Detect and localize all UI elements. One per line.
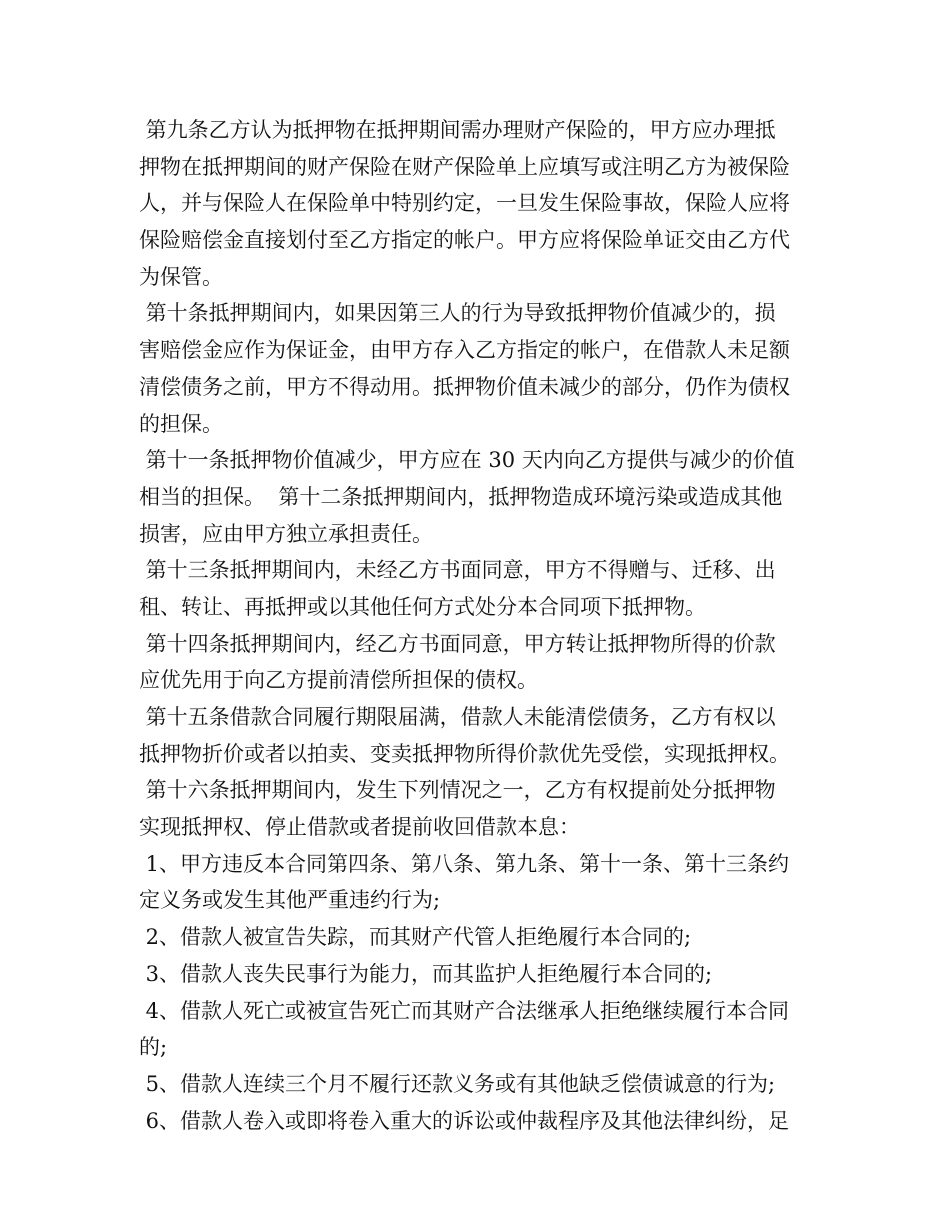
text-line: 第九条乙方认为抵押物在抵押期间需办理财产保险的，甲方应办理抵	[139, 118, 776, 142]
text-line: 定义务或发生其他严重违约行为;	[139, 888, 441, 913]
text-line: 害赔偿金应作为保证金，由甲方存入乙方指定的帐户，在借款人未足额	[139, 338, 790, 363]
text-line: 第十四条抵押期间内，经乙方书面同意，甲方转让抵押物所得的价款	[139, 631, 776, 656]
text-line: 6、借款人卷入或即将卷入重大的诉讼或仲裁程序及其他法律纠纷，足	[139, 1108, 790, 1133]
text-line: 应优先用于向乙方提前清偿所担保的债权。	[139, 668, 538, 693]
text-line: 相当的担保。 第十二条抵押期间内，抵押物造成环境污染或造成其他	[139, 484, 783, 509]
text-line: 人，并与保险人在保险单中特别约定，一旦发生保险事故，保险人应将	[139, 191, 790, 216]
text-line: 抵押物折价或者以拍卖、变卖抵押物所得价款优先受偿，实现抵押权。	[139, 741, 790, 766]
text-line: 第十条抵押期间内，如果因第三人的行为导致抵押物价值减少的，损	[139, 301, 776, 326]
text-line: 第十一条抵押物价值减少，甲方应在 30 天内向乙方提供与减少的价值	[139, 448, 795, 473]
document-body	[139, 112, 819, 1139]
text-line: 5、借款人连续三个月不履行还款义务或有其他缺乏偿债诚意的行为;	[139, 1071, 776, 1096]
text-line: 保险赔偿金直接划付至乙方指定的帐户。甲方应将保险单证交由乙方代	[139, 228, 790, 253]
text-line: 清偿债务之前，甲方不得动用。抵押物价值未减少的部分，仍作为债权	[139, 374, 790, 399]
text-line: 4、借款人死亡或被宣告死亡而其财产合法继承人拒绝继续履行本合同	[139, 998, 790, 1023]
text-line: 实现抵押权、停止借款或者提前收回借款本息：	[139, 815, 580, 840]
text-line: 的;	[139, 1035, 168, 1060]
text-line: 租、转让、再抵押或以其他任何方式处分本合同项下抵押物。	[139, 594, 706, 619]
text-line: 第十五条借款合同履行期限届满，借款人未能清偿债务，乙方有权以	[139, 705, 776, 729]
text-line: 损害，应由甲方独立承担责任。	[139, 521, 433, 546]
text-line: 第十三条抵押期间内，未经乙方书面同意，甲方不得赠与、迁移、出	[139, 558, 776, 583]
text-line: 1、甲方违反本合同第四条、第八条、第九条、第十一条、第十三条约	[139, 851, 790, 876]
text-line: 为保管。	[139, 264, 223, 289]
text-line: 第十六条抵押期间内，发生下列情况之一，乙方有权提前处分抵押物	[139, 778, 776, 803]
text-line: 3、借款人丧失民事行为能力，而其监护人拒绝履行本合同的;	[139, 961, 713, 986]
text-line: 2、借款人被宣告失踪，而其财产代管人拒绝履行本合同的;	[139, 925, 692, 950]
text-line: 的担保。	[139, 411, 223, 436]
text-line: 押物在抵押期间的财产保险在财产保险单上应填写或注明乙方为被保险	[139, 154, 790, 179]
